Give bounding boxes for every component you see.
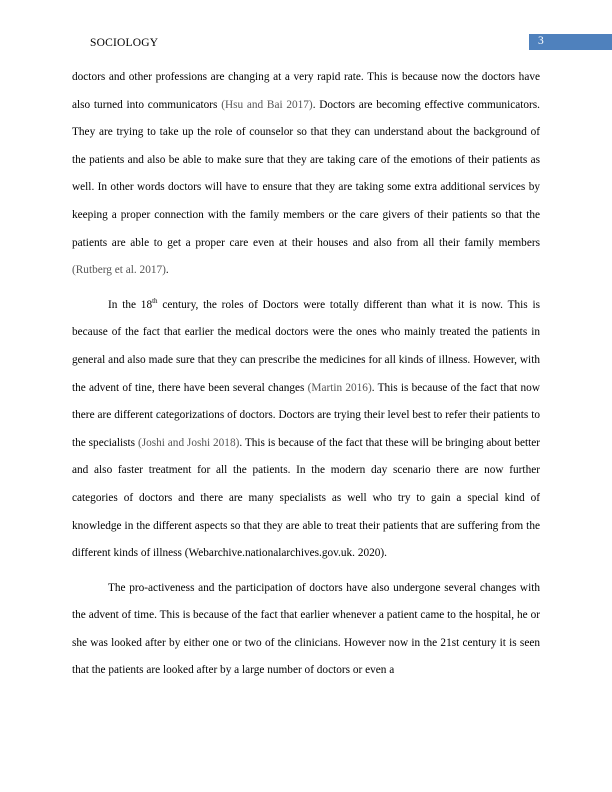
running-head: SOCIOLOGY [90, 37, 159, 49]
paragraph-text: . This is because of the fact that these will be bringing about better and also faster treatment for all the patients. In the modern day scenario there are now further categories of doctors and there are many specialists as well who try to gain a special kind of knowledge in the different aspects so that they are able to treat their patients that are suffering from the different kinds of illness (Webarchive.nationalarchives.gov.uk. 2020). [72, 436, 541, 560]
paragraph-text: . Doctors are becoming effective communicators. They are trying to take up the role of counselor so that they can understand about the background of the patients and also be able to make sure that they are taking care of the emotions of their patients as well. In other words doctors will have to ensure that they are taking some extra additional services by keeping a proper connection with the family members or the care givers of their patients so that the patients are able to get a proper care even at their houses and also from all their family members [72, 98, 541, 249]
citation: (Hsu and Bai 2017) [221, 98, 313, 111]
paragraph-2 [72, 292, 540, 568]
citation: (Joshi and Joshi 2018) [137, 436, 240, 449]
citation: (Rutberg et al. 2017) [72, 264, 166, 277]
page-header [0, 34, 612, 52]
paragraph-text: In the 18 [108, 298, 153, 311]
page-number: 3 [538, 35, 544, 47]
paragraph-text: century, the roles of Doctors were totally different than what it is now. This is because of the fact that earlier the medical doctors were the ones who mainly treated the patients in general and also made sure that they can prescribe the medicines for all kinds of illness. However, with the advent of tine, there have been several changes [72, 298, 540, 394]
citation: (Martin 2016) [307, 381, 372, 394]
paragraph-3 [72, 575, 540, 685]
page-number-box [529, 34, 612, 50]
paragraph-text: The pro-activeness and the participation of doctors have also undergone several changes with the advent of time. This is because of the fact that earlier whenever a patient came to the hospital, he or she was looked after by either one or two of the clinicians. However now in the 21st century it is seen that the patients are looked after by a large number of doctors or even a [72, 581, 540, 677]
paragraph-text: . [165, 264, 169, 277]
paragraph-1 [72, 64, 540, 285]
document-body [72, 64, 540, 685]
paragraph-text: . This is because of the fact that now there are different categorizations of doctors. Doctors are trying their level best to refer their patients to the specialists [72, 381, 540, 449]
paragraph-text: doctors and other professions are changing at a very rapid rate. This is because now the doctors have also turned into communicators [72, 71, 540, 111]
superscript: th [152, 296, 158, 305]
